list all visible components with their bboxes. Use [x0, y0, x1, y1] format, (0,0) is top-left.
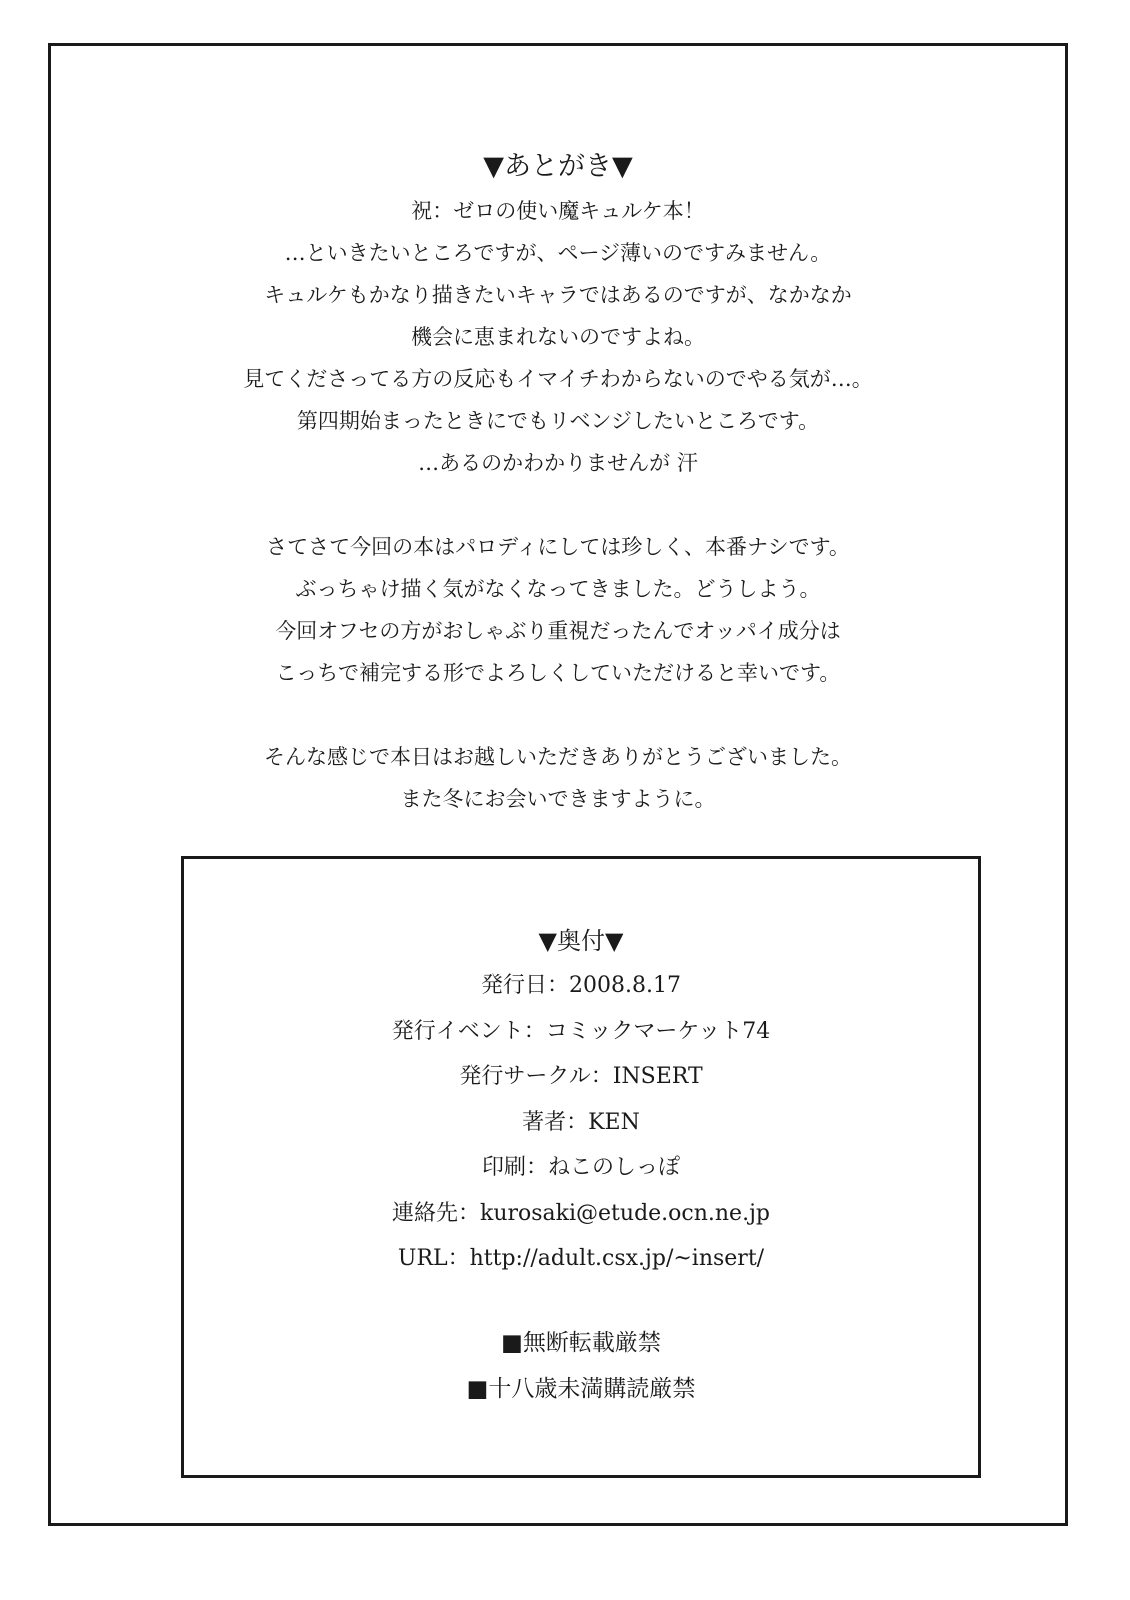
notice-block: [184, 1320, 978, 1412]
afterword-line: キュルケもかなり描きたいキャラではあるのですが、なかなか: [264, 283, 852, 307]
colophon-content: [184, 919, 978, 1412]
no-reproduction-notice: ■無断転載厳禁: [501, 1329, 661, 1356]
afterword-line: 祝：ゼロの使い魔キュルケ本！: [411, 199, 705, 223]
page-frame: [48, 43, 1068, 1526]
afterword-line: また冬にお会いできますように。: [400, 787, 716, 811]
publish-date: 発行日：2008.8.17: [481, 973, 681, 998]
publish-event: 発行イベント：コミックマーケット74: [391, 1018, 771, 1044]
author: 著者：KEN: [522, 1109, 640, 1135]
afterword-line: そんな感じで本日はお越しいただきありがとうございました。: [264, 745, 852, 769]
afterword-line: …あるのかわかりませんが 汗: [418, 451, 698, 475]
printer: 印刷：ねこのしっぽ: [481, 1155, 680, 1180]
afterword-line: ぶっちゃけ描く気がなくなってきました。どうしよう。: [295, 577, 821, 601]
colophon-box: [181, 856, 981, 1478]
paragraph-gap: [51, 484, 1065, 526]
afterword-line: さてさて今回の本はパロディにしては珍しく、本番ナシです。: [266, 535, 850, 559]
afterword-line: …といきたいところですが、ページ薄いのですみません。: [284, 241, 832, 265]
afterword-paragraph: [51, 526, 1065, 694]
afterword-section: [51, 144, 1065, 820]
afterword-line: 今回オフセの方がおしゃぶり重視だったんでオッパイ成分は: [275, 619, 841, 643]
publish-circle: 発行サークル：INSERT: [459, 1064, 703, 1089]
afterword-line: こっちで補完する形でよろしくしていただけると幸いです。: [275, 661, 841, 685]
age-restriction-notice: ■十八歳未満購読厳禁: [466, 1375, 696, 1402]
website-url: URL：http://adult.csx.jp/~insert/: [397, 1246, 765, 1271]
afterword-line: 第四期始まったときにでもリベンジしたいところです。: [296, 409, 820, 433]
afterword-heading: ▼あとがき▼: [483, 151, 633, 182]
afterword-line: 機会に恵まれないのですよね。: [411, 325, 705, 349]
afterword-paragraph: [51, 190, 1065, 484]
afterword-paragraph: [51, 736, 1065, 820]
colophon-heading: ▼奥付▼: [538, 927, 624, 955]
paragraph-gap: [51, 694, 1065, 736]
afterword-line: 見てくださってる方の反応もイマイチわからないのでやる気が…。: [243, 367, 873, 391]
contact-email: 連絡先：kurosaki@etude.ocn.ne.jp: [392, 1200, 770, 1226]
